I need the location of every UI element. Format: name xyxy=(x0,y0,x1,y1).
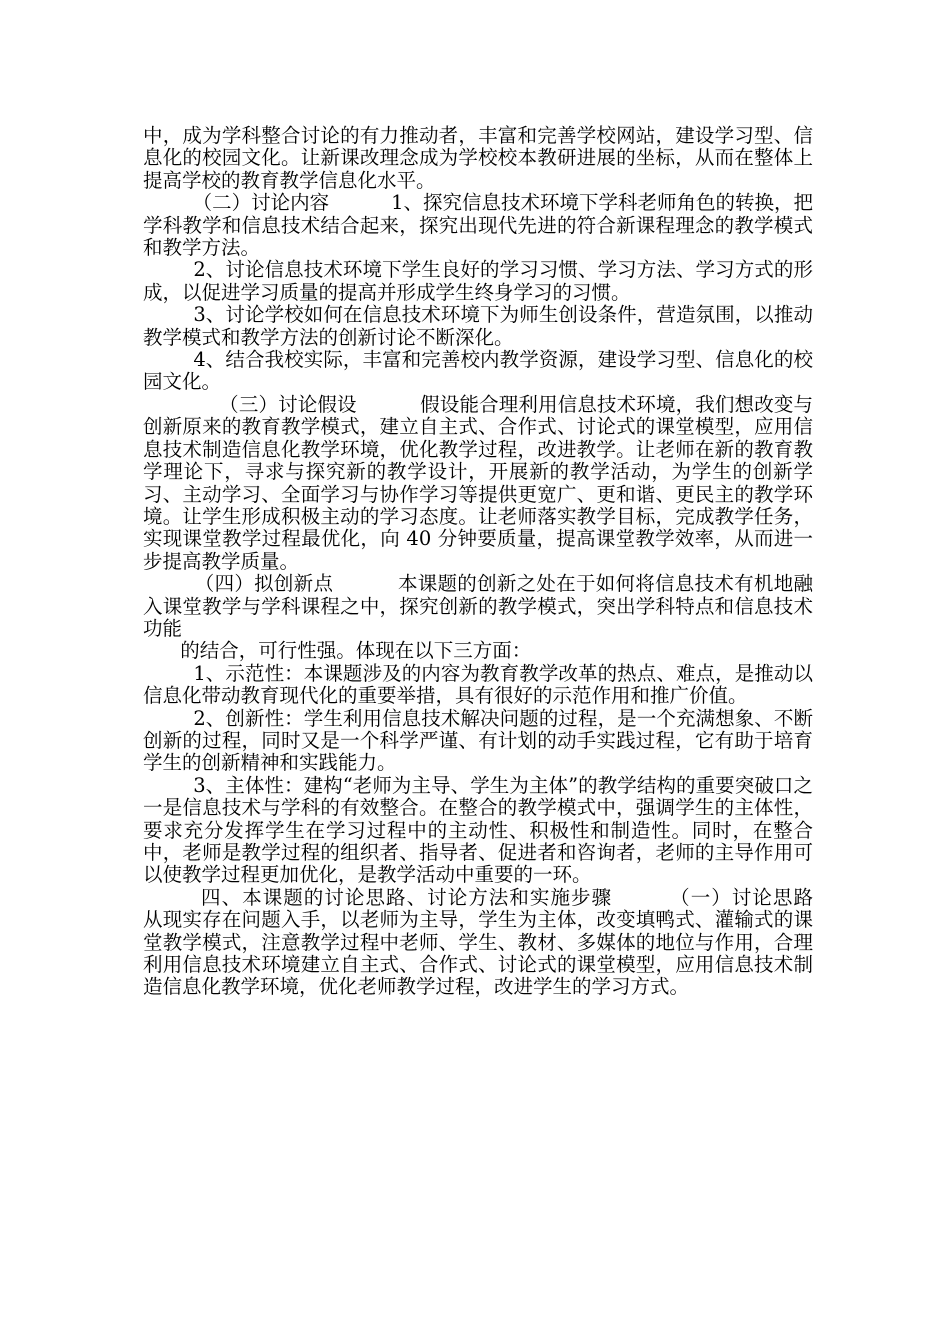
paragraph-demonstrative: 1、示范性：本课题涉及的内容为教育教学改革的热点、难点，是推动以信息化带动教育现代化的重要举措，具有很好的示范作用和推广价值。 xyxy=(143,661,813,708)
paragraph-innovation-continuation: 的结合，可行性强。体现在以下三方面： xyxy=(143,639,532,663)
paragraph-content-item-4: 4、结合我校实际，丰富和完善校内教学资源，建设学习型、信息化的校园文化。 xyxy=(143,348,813,394)
document-body xyxy=(143,124,851,999)
paragraph-innovation-points: （四）拟创新点 本课题的创新之处在于如何将信息技术有机地融入课堂教学与学科课程之中，探究创新的教学模式，突出学科特点和信息技术功能 xyxy=(143,572,813,640)
paragraph-research-approach: 四、本课题的讨论思路、讨论方法和实施步骤 （一）讨论思路 从现实存在问题入手，以老师为主导，学生为主体，改变填鸭式、灌输式的课堂教学模式，注意教学过程中老师、学生、教材、多媒体的地位与作用，合理利用信息技术环境建立自主式、合作式、讨论式的课堂模型，应用信息技术制造信息化教学环境，优化老师教学过程，改进学生的学习方式。 xyxy=(143,885,851,999)
paragraph-content-item-3: 3、讨论学校如何在信息技术环境下为师生创设条件，营造氛围，以推动教学模式和教学方法的创新讨论不断深化。 xyxy=(143,303,813,349)
paragraph-content-item-2: 2、讨论信息技术环境下学生良好的学习习惯、学习方法、学习方式的形成，以促进学习质量的提高并形成学生终身学习的习惯。 xyxy=(143,258,813,304)
paragraph-research-content: （二）讨论内容 1、探究信息技术环境下学科老师角色的转换，把学科教学和信息技术结合起来，探究出现代先进的符合新课程理念的教学模式和教学方法。 xyxy=(143,191,813,260)
paragraph-innovative: 2、创新性：学生利用信息技术解决问题的过程，是一个充满想象、不断创新的过程，同时又是一个科学严谨、有计划的动手实践过程，它有助于培育学生的创新精神和实践能力。 xyxy=(143,706,813,775)
paragraph-intro-continuation: 中，成为学科整合讨论的有力推动者，丰富和完善学校网站，建设学习型、信息化的校园文化。让新课改理念成为学校校本教研进展的坐标，从而在整体上提高学校的教育教学信息化水平。 xyxy=(143,124,813,192)
paragraph-subjectivity: 3、主体性：建构“老师为主导、学生为主体”的教学结构的重要突破口之一是信息技术与学科的有效整合。在整合的教学模式中，强调学生的主体性，要求充分发挥学生在学习过程中的主动性、积极性和制造性。同时，在整合中，老师是教学过程的组织者、指导者、促进者和咨询者，老师的主导作用可以使教学过程更加优化，是教学活动中重要的一环。 xyxy=(143,773,813,887)
paragraph-research-hypothesis: （三）讨论假设 假设能合理利用信息技术环境，我们想改变与创新原来的教育教学模式，建立自主式、合作式、讨论式的课堂模型，应用信息技术制造信息化教学环境，优化教学过程，改进教学。让老师在新的教育教学理论下，寻求与探究新的教学设计，开展新的教学活动，为学生的创新学习、主动学习、全面学习与协作学习等提供更宽广、更和谐、更民主的教学环境。让学生形成积极主动的学习态度。让老师落实教学目标，完成教学任务，实现课堂教学过程最优化，向 40 分钟要质量，提高课堂教学效率，从而进一步提高教学质量。 xyxy=(143,392,813,573)
